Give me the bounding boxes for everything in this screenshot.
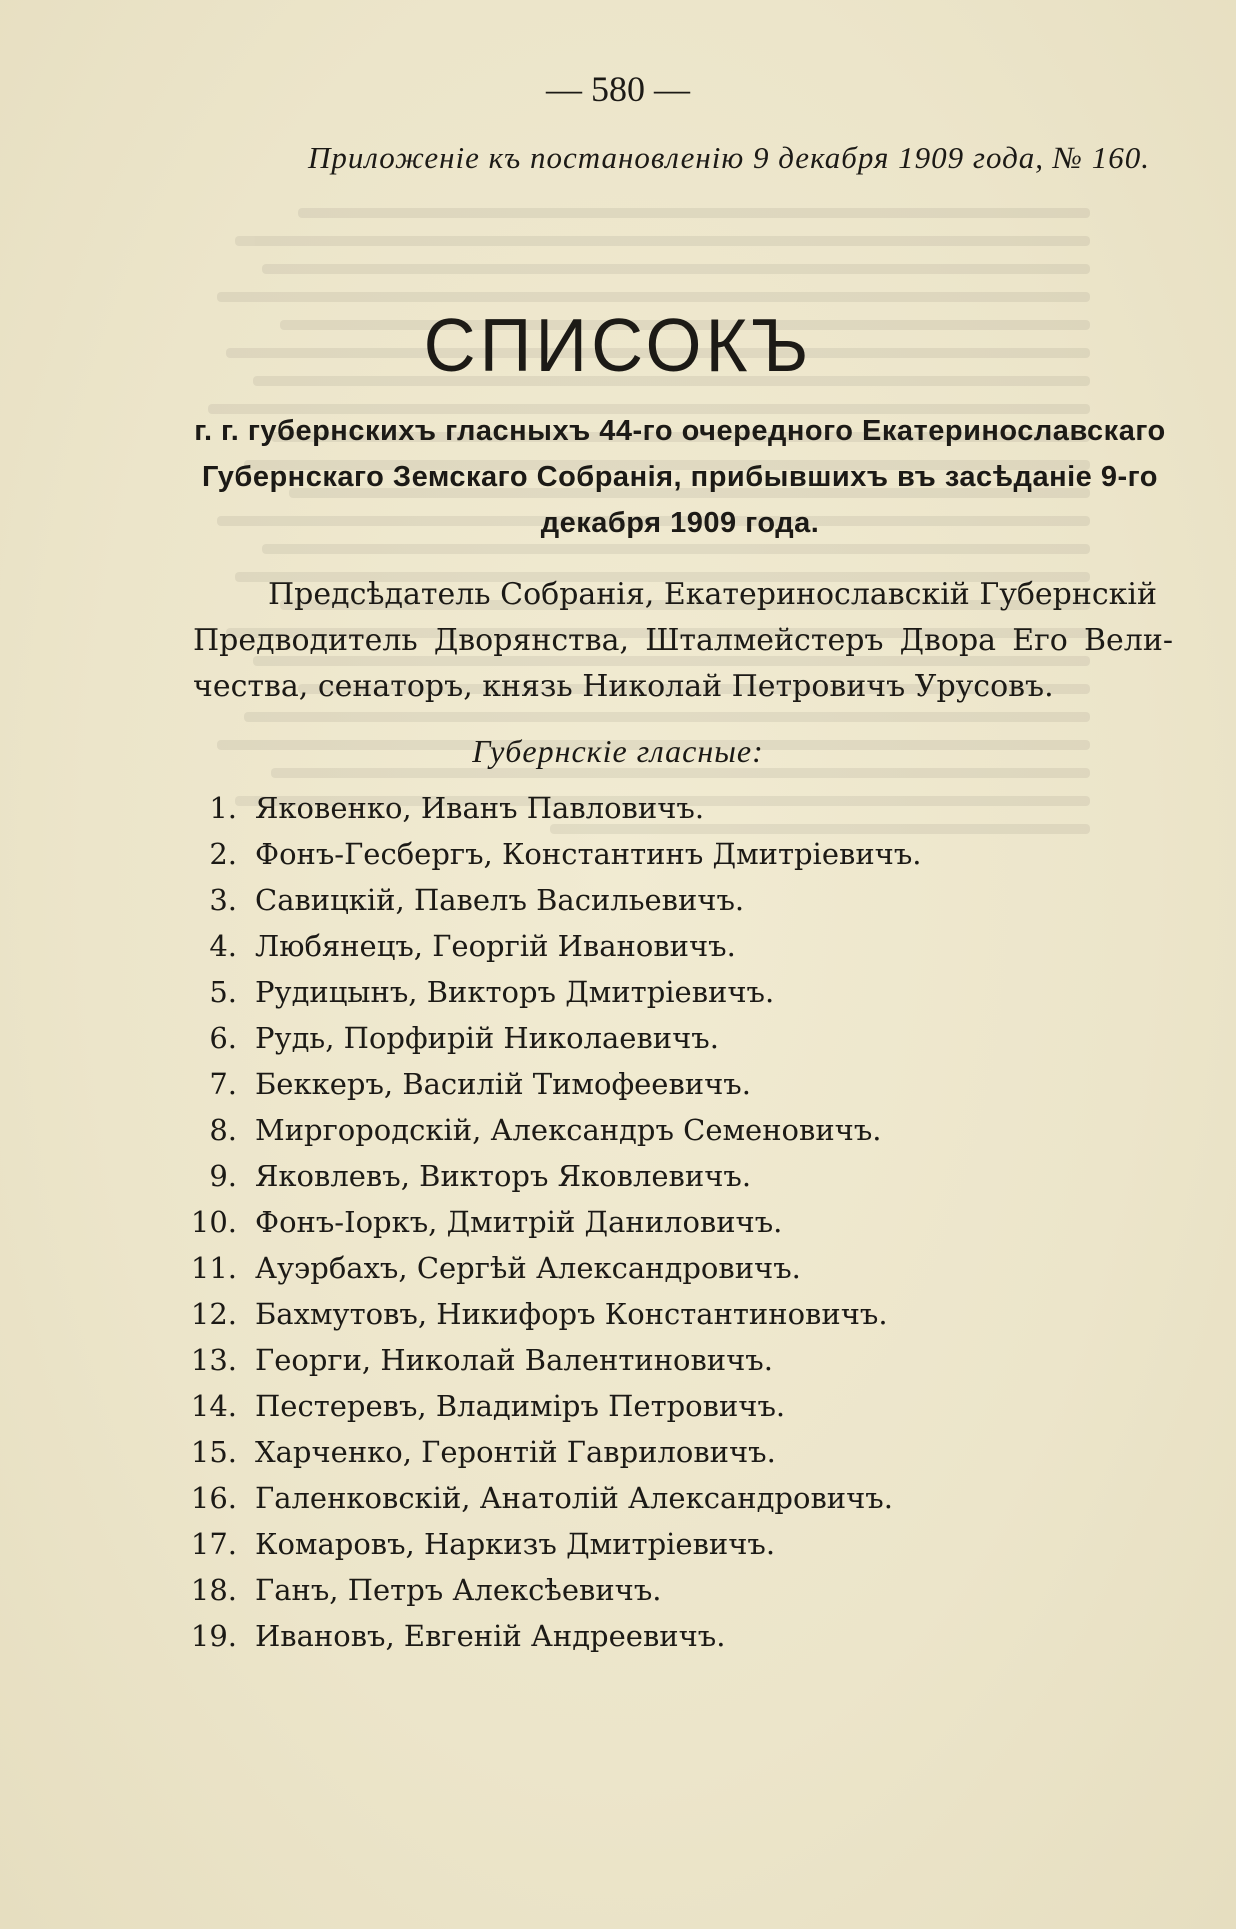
list-item — [185, 877, 1085, 923]
member-name: Харченко, Геронтій Гавриловичъ. — [255, 1435, 776, 1469]
member-name: Миргородскій, Александръ Семеновичъ. — [255, 1113, 882, 1147]
item-number: 15. — [190, 1435, 237, 1469]
list-item — [185, 1337, 1085, 1383]
list-item — [185, 1245, 1085, 1291]
list-item — [185, 1291, 1085, 1337]
item-number: 2. — [209, 837, 237, 871]
member-name: Рудицынъ, Викторъ Дмитріевичъ. — [255, 975, 775, 1009]
list-item — [185, 969, 1085, 1015]
members-list — [185, 785, 1085, 1659]
item-number: 14. — [190, 1389, 237, 1423]
member-name: Яковлевъ, Викторъ Яковлевичъ. — [255, 1159, 752, 1193]
member-name: Беккеръ, Василій Тимофеевичъ. — [255, 1067, 751, 1101]
member-name: Ауэрбахъ, Сергѣй Александровичъ. — [255, 1251, 801, 1285]
item-number: 8. — [209, 1113, 237, 1147]
list-item — [185, 1429, 1085, 1475]
list-item — [185, 1613, 1085, 1659]
member-name: Галенковскій, Анатолій Александровичъ. — [255, 1481, 893, 1515]
list-item — [185, 785, 1085, 831]
item-number: 9. — [209, 1159, 237, 1193]
subtitle-line: г. г. губернскихъ гласныхъ 44-го очередного Екатеринославскаго — [194, 415, 1166, 447]
member-name: Ганъ, Петръ Алексѣевичъ. — [255, 1573, 662, 1607]
item-number: 16. — [190, 1481, 237, 1515]
member-name: Фонъ-Іоркъ, Дмитрій Даниловичъ. — [255, 1205, 783, 1239]
list-item — [185, 1475, 1085, 1521]
chairman-line: Предводитель Дворянства, Шталмейстеръ Двора Его Вели- — [193, 623, 1173, 658]
list-item — [185, 1153, 1085, 1199]
item-number: 13. — [190, 1343, 237, 1377]
section-heading: Губернскіе гласные: — [472, 733, 764, 769]
member-name: Комаровъ, Наркизъ Дмитріевичъ. — [255, 1527, 776, 1561]
item-number: 11. — [190, 1251, 237, 1285]
list-item — [185, 1199, 1085, 1245]
member-name: Рудь, Порфирій Николаевичъ. — [255, 1021, 719, 1055]
member-name: Ивановъ, Евгеній Андреевичъ. — [255, 1619, 726, 1653]
list-item — [185, 1061, 1085, 1107]
page-number: — 580 — — [546, 69, 690, 109]
member-name: Любянецъ, Георгій Ивановичъ. — [255, 929, 736, 963]
item-number: 19. — [190, 1619, 237, 1653]
list-item — [185, 923, 1085, 969]
item-number: 17. — [190, 1527, 237, 1561]
member-name: Яковенко, Иванъ Павловичъ. — [255, 791, 705, 825]
list-item — [185, 1521, 1085, 1567]
subtitle-line: декабря 1909 года. — [540, 507, 820, 539]
document-title: СПИСОКЪ — [423, 304, 813, 388]
chairman-paragraph — [193, 572, 1173, 710]
item-number: 10. — [190, 1205, 237, 1239]
item-number: 4. — [209, 929, 237, 963]
item-number: 5. — [209, 975, 237, 1009]
list-item — [185, 831, 1085, 877]
list-item — [185, 1567, 1085, 1613]
list-item — [185, 1383, 1085, 1429]
document-subtitle — [185, 408, 1175, 546]
item-number: 3. — [209, 883, 237, 917]
chairman-line: чества, сенаторъ, князь Николай Петровичъ Урусовъ. — [193, 669, 1054, 704]
item-number: 12. — [190, 1297, 237, 1331]
item-number: 1. — [209, 791, 237, 825]
subtitle-line: Губернскаго Земскаго Собранія, прибывшихъ въ засѣданіе 9-го — [201, 461, 1159, 493]
list-item — [185, 1107, 1085, 1153]
item-number: 7. — [209, 1067, 237, 1101]
member-name: Пестеревъ, Владиміръ Петровичъ. — [255, 1389, 786, 1423]
member-name: Бахмутовъ, Никифоръ Константиновичъ. — [255, 1297, 888, 1331]
appendix-note: Приложеніе къ постановленію 9 декабря 1909 года, № 160. — [307, 140, 1150, 175]
item-number: 6. — [209, 1021, 237, 1055]
member-name: Савицкій, Павелъ Васильевичъ. — [255, 883, 745, 917]
member-name: Фонъ-Гесбергъ, Константинъ Дмитріевичъ. — [255, 837, 922, 871]
item-number: 18. — [190, 1573, 237, 1607]
list-item — [185, 1015, 1085, 1061]
chairman-line: Предсѣдатель Собранія, Екатеринославскій Губернскій — [268, 577, 1157, 612]
member-name: Георги, Николай Валентиновичъ. — [255, 1343, 773, 1377]
